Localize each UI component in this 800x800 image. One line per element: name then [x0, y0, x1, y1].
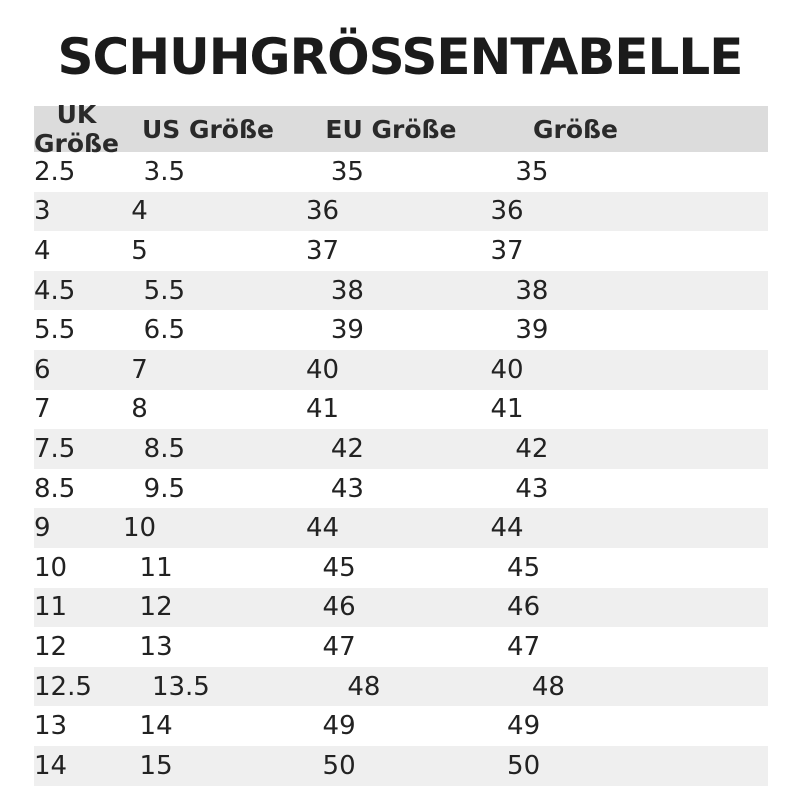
table-row: [34, 667, 768, 707]
table-header-row: [34, 100, 768, 158]
table-body: [34, 152, 768, 786]
size-cell: 48: [531, 671, 565, 702]
header-uk-size: UK Größe: [34, 100, 119, 158]
table-row: [34, 627, 768, 667]
eu-size-cell: 38: [330, 275, 364, 306]
size-cell: 40: [490, 354, 524, 385]
table-row: [34, 271, 768, 311]
us-size-cell: 6.5: [143, 315, 186, 346]
size-cell: 43: [515, 473, 549, 504]
size-cell: 39: [515, 315, 549, 346]
uk-size-cell: 6: [34, 354, 51, 385]
table-row: [34, 390, 768, 430]
uk-size-cell: 13: [34, 711, 68, 742]
us-size-cell: 11: [139, 552, 173, 583]
table-row: [34, 192, 768, 232]
table-row: [34, 469, 768, 509]
us-size-cell: 8.5: [143, 433, 186, 464]
table-row: [34, 746, 768, 786]
table-row: [34, 548, 768, 588]
eu-size-cell: 39: [330, 315, 364, 346]
eu-size-cell: 36: [306, 196, 340, 227]
us-size-cell: 5.5: [143, 275, 186, 306]
table-row: [34, 310, 768, 350]
us-size-cell: 3.5: [143, 156, 186, 187]
table-row: [34, 350, 768, 390]
table-row: [34, 706, 768, 746]
size-cell: 49: [507, 711, 541, 742]
size-cell: 36: [490, 196, 524, 227]
uk-size-cell: 4.5: [34, 275, 76, 306]
uk-size-cell: 10: [34, 552, 68, 583]
uk-size-cell: 7.5: [34, 433, 76, 464]
us-size-cell: 5: [131, 235, 148, 266]
size-cell: 45: [507, 552, 541, 583]
us-size-cell: 8: [131, 394, 148, 425]
size-cell: 46: [507, 592, 541, 623]
header-us-size: US Größe: [141, 114, 274, 144]
uk-size-cell: 12.5: [34, 671, 92, 702]
header-size: Größe: [532, 114, 618, 144]
uk-size-cell: 9: [34, 513, 51, 544]
eu-size-cell: 40: [306, 354, 340, 385]
eu-size-cell: 45: [322, 552, 356, 583]
eu-size-cell: 49: [322, 711, 356, 742]
eu-size-cell: 46: [322, 592, 356, 623]
us-size-cell: 10: [123, 513, 157, 544]
table-row: [34, 231, 768, 271]
eu-size-cell: 35: [330, 156, 364, 187]
eu-size-cell: 47: [322, 631, 356, 662]
size-cell: 35: [515, 156, 549, 187]
us-size-cell: 9.5: [143, 473, 186, 504]
size-cell: 37: [490, 235, 524, 266]
table-row: [34, 588, 768, 628]
size-cell: 47: [507, 631, 541, 662]
us-size-cell: 7: [131, 354, 148, 385]
us-size-cell: 15: [139, 750, 173, 781]
eu-size-cell: 37: [306, 235, 340, 266]
table-row: [34, 152, 768, 192]
us-size-cell: 12: [139, 592, 173, 623]
uk-size-cell: 4: [34, 235, 51, 266]
size-chart-table: [34, 100, 768, 786]
size-cell: 41: [490, 394, 524, 425]
eu-size-cell: 44: [306, 513, 340, 544]
us-size-cell: 13.5: [151, 671, 210, 702]
uk-size-cell: 5.5: [34, 315, 76, 346]
uk-size-cell: 11: [34, 592, 68, 623]
eu-size-cell: 41: [306, 394, 340, 425]
eu-size-cell: 50: [322, 750, 356, 781]
uk-size-cell: 14: [34, 750, 68, 781]
uk-size-cell: 12: [34, 631, 68, 662]
size-cell: 44: [490, 513, 524, 544]
uk-size-cell: 2.5: [34, 156, 76, 187]
uk-size-cell: 7: [34, 394, 51, 425]
us-size-cell: 13: [139, 631, 173, 662]
eu-size-cell: 42: [330, 433, 364, 464]
us-size-cell: 4: [131, 196, 148, 227]
us-size-cell: 14: [139, 711, 173, 742]
uk-size-cell: 3: [34, 196, 51, 227]
table-row: [34, 429, 768, 469]
uk-size-cell: 8.5: [34, 473, 76, 504]
table-row: [34, 508, 768, 548]
page-title: SCHUHGRÖSSENTABELLE: [57, 28, 743, 86]
header-eu-size: EU Größe: [325, 114, 457, 144]
eu-size-cell: 43: [330, 473, 364, 504]
eu-size-cell: 48: [347, 671, 381, 702]
size-cell: 50: [507, 750, 541, 781]
size-cell: 38: [515, 275, 549, 306]
size-cell: 42: [515, 433, 549, 464]
